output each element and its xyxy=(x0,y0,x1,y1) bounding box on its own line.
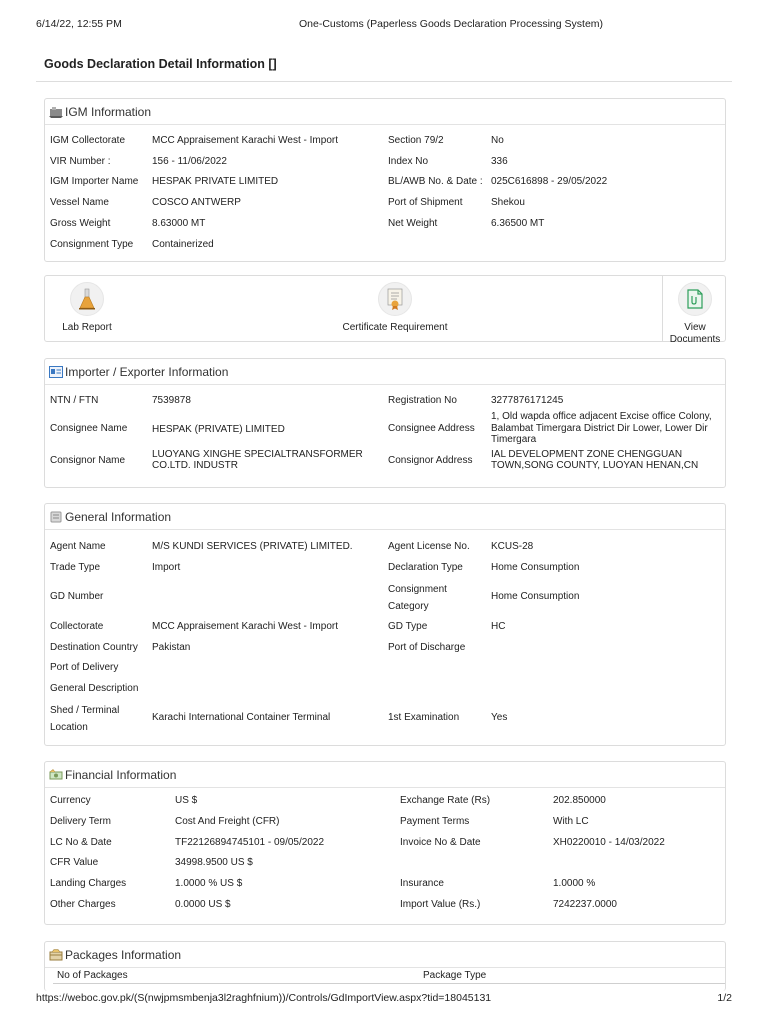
field-label: Net Weight xyxy=(388,217,438,229)
page-title: Goods Declaration Detail Information [] xyxy=(44,57,277,71)
print-date: 6/14/22, 12:55 PM xyxy=(36,18,122,30)
field-label: CFR Value xyxy=(50,857,99,869)
field-label: Invoice No & Date xyxy=(400,836,481,848)
general-description-label: General Description xyxy=(50,683,139,694)
declaration-type-value: Home Consumption xyxy=(491,562,580,573)
gd-number-label: GD Number xyxy=(50,591,104,602)
field-label: LC No & Date xyxy=(50,836,112,848)
certificate-label: Certificate Requirement xyxy=(342,322,448,333)
agent-license-label: Agent License No. xyxy=(388,541,470,552)
registration-value: 3277876171245 xyxy=(491,395,564,406)
field-value: No xyxy=(491,135,504,146)
port-of-discharge-label: Port of Discharge xyxy=(388,642,466,653)
ntn-value: 7539878 xyxy=(152,395,191,406)
field-label: Landing Charges xyxy=(50,878,127,890)
field-label: Vessel Name xyxy=(50,197,109,209)
view-documents-label-line1: View xyxy=(684,322,706,333)
trade-type-label: Trade Type xyxy=(50,562,101,573)
consignor-name-label: Consignor Name xyxy=(50,455,126,466)
consignor-name-line1: LUOYANG XINGHE SPECIALTRANSFORMER xyxy=(152,449,363,460)
consignor-address-label: Consignor Address xyxy=(388,455,473,466)
consignor-address-value xyxy=(491,449,698,471)
id-card-icon xyxy=(49,366,63,378)
field-value: TF22126894745101 - 09/05/2022 xyxy=(175,836,325,848)
general-panel xyxy=(44,503,726,746)
field-label: Insurance xyxy=(400,878,444,890)
consignee-name-value: HESPAK (PRIVATE) LIMITED xyxy=(152,424,285,435)
field-label: Consignment Type xyxy=(50,238,134,250)
consignment-category-label-line1: Consignment xyxy=(388,584,447,595)
title-divider xyxy=(36,81,732,82)
consignment-category-value: Home Consumption xyxy=(491,591,580,602)
consignor-name-value xyxy=(152,449,363,471)
igm-heading: IGM Information xyxy=(65,104,152,119)
shed-terminal-label-line1: Shed / Terminal xyxy=(50,705,120,716)
certificate-icon xyxy=(378,282,412,316)
field-value: XH0220010 - 14/03/2022 xyxy=(553,836,665,848)
importer-panel-header xyxy=(45,359,725,385)
packages-col-count: No of Packages xyxy=(57,970,128,981)
field-label: Gross Weight xyxy=(50,217,111,229)
declaration-type-label: Declaration Type xyxy=(388,562,463,573)
agent-name-value: M/S KUNDI SERVICES (PRIVATE) LIMITED. xyxy=(152,541,353,552)
field-value: 0.0000 US $ xyxy=(175,899,231,910)
port-of-delivery-label: Port of Delivery xyxy=(50,662,119,673)
field-label: Currency xyxy=(50,795,91,806)
field-value: 1.0000 % xyxy=(553,878,596,890)
destination-country-label: Destination Country xyxy=(50,642,138,653)
igm-panel xyxy=(44,98,726,262)
shed-terminal-label-line2: Location xyxy=(50,722,88,733)
field-value: Containerized xyxy=(152,238,214,250)
field-value: 7242237.0000 xyxy=(553,899,617,910)
field-value: 202.850000 xyxy=(553,795,606,806)
field-label: Delivery Term xyxy=(50,815,111,827)
lab-report-button[interactable] xyxy=(45,276,129,343)
field-value: With LC xyxy=(553,815,589,827)
field-value: Shekou xyxy=(491,197,525,209)
view-documents-label-line2: Documents xyxy=(669,334,721,345)
ship-icon xyxy=(49,106,63,118)
field-value: 156 - 11/06/2022 xyxy=(152,155,227,167)
document-icon xyxy=(678,282,712,316)
print-url: https://weboc.gov.pk/(S(nwjpmsmbenja3l2raghfnium))/Controls/GdImportView.aspx?tid=18045131 xyxy=(36,992,492,1004)
packages-panel-header xyxy=(45,942,725,968)
gd-type-label: GD Type xyxy=(388,621,428,632)
igm-panel-header xyxy=(45,99,725,125)
field-value: Cost And Freight (CFR) xyxy=(175,815,280,827)
consignee-name-label: Consignee Name xyxy=(50,423,128,434)
packages-heading: Packages Information xyxy=(65,947,182,962)
first-examination-value: Yes xyxy=(491,712,508,723)
field-label: Payment Terms xyxy=(400,815,470,827)
lab-report-label: Lab Report xyxy=(62,322,112,333)
field-label: IGM Collectorate xyxy=(50,135,126,146)
view-documents-label xyxy=(663,322,727,346)
registration-label: Registration No xyxy=(388,395,457,406)
print-title: One-Customs (Paperless Goods Declaration Processing System) xyxy=(299,18,604,30)
field-value: COSCO ANTWERP xyxy=(152,197,241,209)
importer-heading: Importer / Exporter Information xyxy=(65,364,229,379)
field-label: IGM Importer Name xyxy=(50,176,139,188)
general-panel-header xyxy=(45,504,725,530)
consignee-address-value xyxy=(491,411,721,446)
consignee-address-label: Consignee Address xyxy=(388,423,475,434)
field-value: MCC Appraisement Karachi West - Import xyxy=(152,135,338,146)
certificate-requirement-button[interactable] xyxy=(335,276,455,343)
consignor-address-line1: IAL DEVELOPMENT ZONE CHENGGUAN xyxy=(491,449,683,460)
ntn-label: NTN / FTN xyxy=(50,395,99,406)
general-heading: General Information xyxy=(65,509,172,524)
financial-panel-header xyxy=(45,762,725,788)
consignor-name-line2: CO.LTD. INDUSTR xyxy=(152,460,238,471)
consignee-address-line2: Balambat Timergara District Dir Lower, Lower Dir xyxy=(491,422,708,434)
scroll-icon xyxy=(49,511,63,523)
field-value: 336 xyxy=(491,155,508,167)
field-value: 1.0000 % US $ xyxy=(175,878,243,890)
field-value: 6.36500 MT xyxy=(491,217,545,229)
shed-terminal-label xyxy=(50,702,119,736)
package-icon xyxy=(49,949,63,961)
field-label: Index No xyxy=(388,155,429,167)
field-value: 8.63000 MT xyxy=(152,217,206,229)
packages-panel xyxy=(44,941,726,991)
field-value: 025C616898 - 29/05/2022 xyxy=(491,176,608,188)
view-documents-button[interactable] xyxy=(663,276,727,343)
action-bar xyxy=(44,275,726,345)
financial-panel xyxy=(44,761,726,925)
consignment-category-label xyxy=(388,581,447,615)
importer-panel xyxy=(44,358,726,488)
agent-license-value: KCUS-28 xyxy=(491,541,534,552)
print-header xyxy=(36,18,732,32)
field-value: US $ xyxy=(175,795,198,806)
field-label: BL/AWB No. & Date : xyxy=(388,176,483,188)
destination-country-value: Pakistan xyxy=(152,642,191,653)
consignee-address-line3: Timergara xyxy=(491,434,537,445)
field-label: Section 79/2 xyxy=(388,135,444,146)
consignee-address-line1: 1, Old wapda office adjacent Excise office Colony, xyxy=(491,411,712,422)
field-label: Port of Shipment xyxy=(388,197,463,209)
collectorate-label: Collectorate xyxy=(50,621,104,632)
field-value: HESPAK PRIVATE LIMITED xyxy=(152,176,279,188)
financial-heading: Financial Information xyxy=(65,767,177,782)
field-label: Other Charges xyxy=(50,899,116,910)
flask-icon xyxy=(70,282,104,316)
consignment-category-label-line2: Category xyxy=(388,601,429,612)
field-label: Exchange Rate (Rs) xyxy=(400,795,491,806)
agent-name-label: Agent Name xyxy=(50,541,106,552)
field-value: 34998.9500 US $ xyxy=(175,857,253,869)
shed-terminal-value: Karachi International Container Terminal xyxy=(152,712,331,723)
print-page-number: 1/2 xyxy=(717,992,732,1004)
first-examination-label: 1st Examination xyxy=(388,712,460,723)
trade-type-value: Import xyxy=(152,562,181,573)
field-label: Import Value (Rs.) xyxy=(400,899,481,910)
consignor-address-line2: TOWN,SONG COUNTY, LUOYAN HENAN,CN xyxy=(491,460,699,471)
packages-table-header xyxy=(53,968,725,984)
packages-col-type: Package Type xyxy=(423,970,487,981)
money-icon xyxy=(49,769,63,781)
field-label: VIR Number : xyxy=(50,155,111,167)
gd-type-value: HC xyxy=(491,621,506,632)
collectorate-value: MCC Appraisement Karachi West - Import xyxy=(152,621,338,632)
